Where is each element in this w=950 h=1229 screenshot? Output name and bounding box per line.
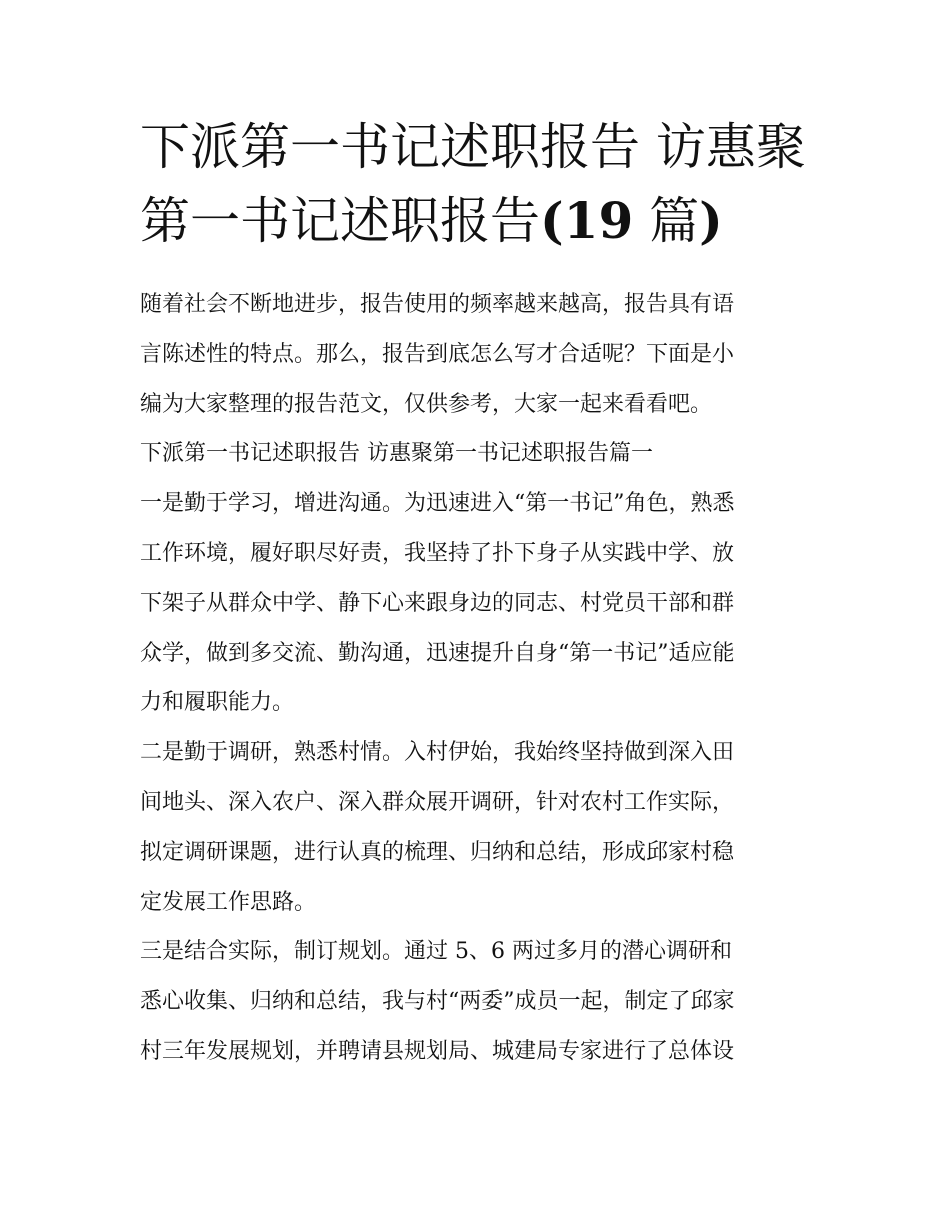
body-line: 一是勤于学习，增进沟通。为迅速进入“第一书记”角色，熟悉	[140, 491, 735, 517]
body-line: 众学，做到多交流、勤沟通，迅速提升自身“第一书记”适应能	[140, 640, 735, 666]
document-body	[140, 280, 815, 1077]
body-line: 力和履职能力。	[140, 690, 295, 716]
title-line-2	[140, 184, 815, 258]
body-line: 定发展工作思路。	[140, 889, 317, 915]
document-title	[140, 110, 815, 258]
body-line: 村三年发展规划，并聘请县规划局、城建局专家进行了总体设	[140, 1038, 735, 1064]
section-heading: 下派第一书记述职报告 访惠聚第一书记述职报告篇一	[140, 441, 653, 467]
body-line: 下架子从群众中学、静下心来跟身边的同志、村党员干部和群	[140, 590, 735, 616]
title-line-1: 下派第一书记述职报告 访惠聚	[140, 118, 806, 176]
body-line: 工作环境，履好职尽好责，我坚持了扑下身子从实践中学、放	[140, 540, 735, 566]
body-line: 拟定调研课题，进行认真的梳理、归纳和总结，形成邱家村稳	[140, 839, 735, 865]
title-count-open: (19	[540, 191, 634, 250]
body-line: 三是结合实际，制订规划。通过 5、6 两过多月的潜心调研和	[140, 939, 732, 965]
title-count-close: )	[699, 191, 723, 250]
document-page	[140, 0, 815, 1229]
body-line: 随着社会不断地进步，报告使用的频率越来越高，报告具有语	[140, 292, 735, 317]
title-count-unit: 篇	[649, 192, 700, 250]
body-line: 悉心收集、归纳和总结，我与村“两委”成员一起，制定了邱家	[140, 989, 735, 1015]
body-line: 间地头、深入农户、深入群众展开调研，针对农村工作实际，	[140, 789, 735, 815]
body-line: 二是勤于调研，熟悉村情。入村伊始，我始终坚持做到深入田	[140, 740, 735, 766]
title-line-2-text: 第一书记述职报告	[140, 192, 540, 250]
body-line: 编为大家整理的报告范文，仅供参考，大家一起来看看吧。	[140, 391, 713, 417]
body-line: 言陈述性的特点。那么，报告到底怎么写才合适呢？下面是小	[140, 341, 735, 367]
